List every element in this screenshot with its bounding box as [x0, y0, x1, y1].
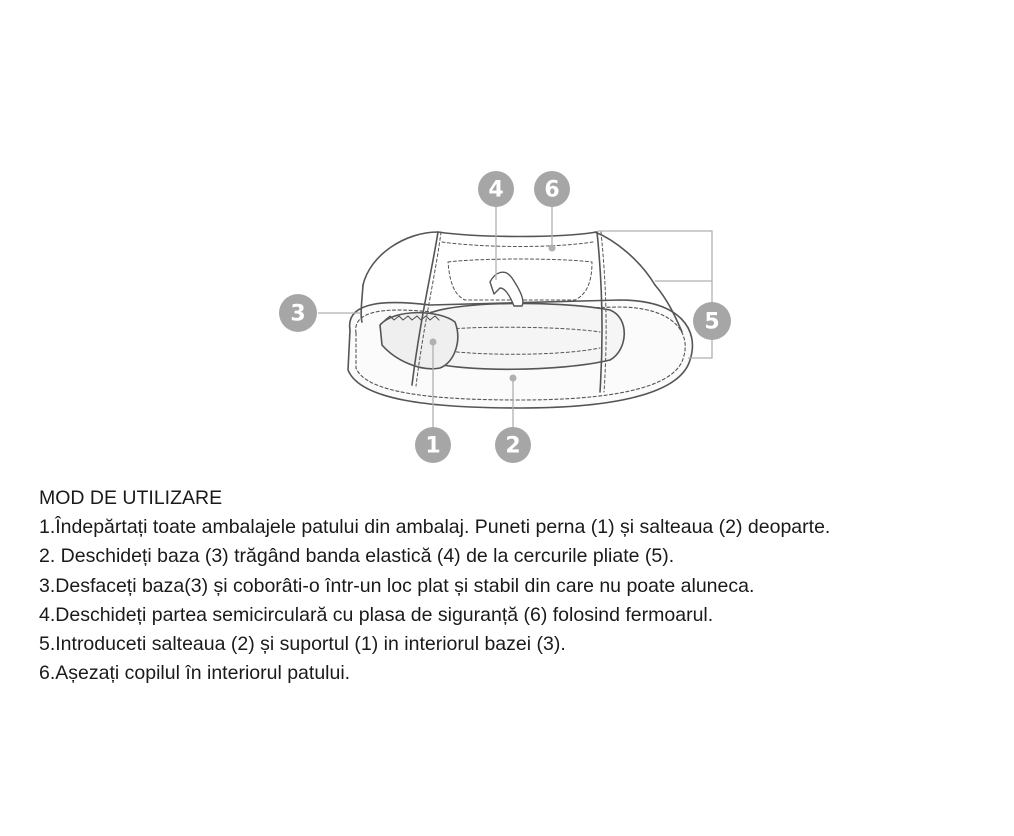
- instruction-step-1: 1.Îndepărtați toate ambalajele patului din ambalaj. Puneti perna (1) și salteaua (2) deoparte.: [39, 516, 831, 539]
- callout-1-label: 1: [425, 433, 441, 459]
- instruction-step-2: 2. Deschideți baza (3) trăgând banda elastică (4) de la cercurile pliate (5).: [39, 545, 675, 568]
- callout-5-label: 5: [704, 309, 720, 335]
- baby-tent-illustration: [348, 232, 692, 408]
- canopy-top: [438, 232, 597, 237]
- instructions-block: [39, 484, 979, 688]
- instruction-step-3: 3.Desfaceți baza(3) și coborâti-o într-un loc plat și stabil din care nu poate aluneca.: [39, 574, 755, 597]
- callout-4-label: 4: [488, 177, 504, 203]
- instruction-step-4: 4.Deschideți partea semicirculară cu plasa de siguranță (6) folosind fermoarul.: [39, 603, 714, 626]
- callout-2: [495, 427, 531, 463]
- callout-5: [693, 302, 731, 340]
- callout-3: [279, 294, 317, 332]
- rear-hoop: [595, 232, 655, 285]
- dot-6: [549, 245, 556, 252]
- callout-2-label: 2: [505, 433, 521, 459]
- callout-6-label: 6: [544, 177, 560, 203]
- instruction-step-6: 6.Așezați copilul în interiorul patului.: [39, 662, 351, 685]
- callout-1: [415, 427, 451, 463]
- instructions-title: MOD DE UTILIZARE: [39, 487, 223, 509]
- callout-3-label: 3: [290, 301, 306, 327]
- callout-6: [534, 171, 570, 207]
- canopy-top-seam: [442, 242, 593, 247]
- dot-1: [430, 339, 437, 346]
- dot-2: [510, 375, 517, 382]
- elastic-band: [490, 272, 523, 306]
- instruction-step-5: 5.Introduceti salteaua (2) și suportul (1) in interiorul bazei (3).: [39, 633, 566, 656]
- callout-4: [478, 171, 514, 207]
